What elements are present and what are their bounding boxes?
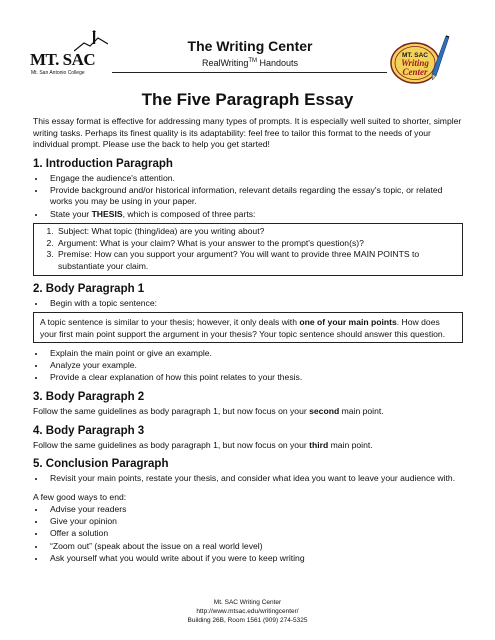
list-item: • Explain the main point or give an example. [46,348,463,360]
section-heading-body-2: 3. Body Paragraph 2 [33,390,145,403]
thesis-part: 1. Subject: What topic (thing/idea) are you writing about? [56,226,458,238]
header-subtitle: RealWriting™ Handouts [201,58,299,68]
header [150,38,350,68]
section-heading-body-1: 2. Body Paragraph 1 [33,282,145,295]
thesis-parts-list [40,226,458,272]
body-2-text: Follow the same guidelines as body paragraph 1, but now focus on your second main point. [33,405,384,416]
list-item: • Engage the audience's attention. [46,173,463,185]
intro-paragraph: This essay format is effective for addressing many types of prompts. It is especially well suited to shorter, simpler writing tasks. Perhaps its finest quality is its adaptability: feel free to tailor this format to the needs of your individual prompt. Please use the back to help you get started! [33,116,462,150]
thesis-parts-box [33,223,463,275]
main-content [33,116,463,565]
badge-line2: Writing [401,58,429,68]
list-item: • Offer a solution [46,528,463,540]
topic-sentence-box: A topic sentence is similar to your thesis; however, it only deals with one of your main points. How does your first main point support the argument in your thesis? Your topic sentence should answer this question. [33,312,463,343]
body-1-steps-list [33,348,463,384]
list-item: • “Zoom out” (speak about the issue on a real world level) [46,541,463,553]
footer-address: Building 26B, Room 1561 (909) 274-5325 [187,617,308,625]
section-heading-conclusion: 5. Conclusion Paragraph [33,458,169,471]
page-title: The Five Paragraph Essay [141,90,354,109]
header-title: The Writing Center [187,38,313,54]
badge-icon [388,30,450,92]
body-3-text: Follow the same guidelines as body paragraph 1, but now focus on your third main point. [33,439,373,450]
thesis-part: 3. Premise: How can you support your argument? You will want to provide three MAIN POINTS to substantiate your claim. [56,249,458,272]
mountain-tower-icon [74,30,108,52]
writing-center-badge [388,30,450,92]
list-item: • Provide background and/or historical information, relevant details regarding the essay's topic, or related works you may be using in your paper. [46,185,463,208]
badge-line3: Center [402,67,428,77]
badge-line1: MT. SAC [402,52,428,59]
body-1-list [33,298,463,310]
footer-url[interactable]: http://www.mtsac.edu/writingcenter/ [196,608,299,616]
introduction-list [33,173,463,220]
list-item: • Ask yourself what you would write about if you were to keep writing [46,553,463,565]
section-heading-body-3: 4. Body Paragraph 3 [33,424,145,437]
thesis-part: 2. Argument: What is your claim? What is your answer to the prompt's question(s)? [56,238,458,250]
list-item: • Analyze your example. [46,360,463,372]
list-item: • Give your opinion [46,516,463,528]
logo-name: MT. SAC [30,50,96,69]
list-item: • Advise your readers [46,504,463,516]
footer [0,598,495,626]
logo-subtitle: Mt. San Antonio College [31,70,85,76]
list-item: • State your THESIS, which is composed of three parts: [46,209,463,221]
conclusion-list [33,473,463,485]
list-item: • Revisit your main points, restate your thesis, and consider what idea you want to leave your audience with. [46,473,463,485]
section-heading-introduction: 1. Introduction Paragraph [33,157,173,170]
list-item: • Begin with a topic sentence: [46,298,463,310]
ending-ways-intro: A few good ways to end: [33,491,127,502]
header-divider [112,72,387,73]
ending-ways-list [33,504,463,564]
list-item: • Provide a clear explanation of how this point relates to your thesis. [46,372,463,384]
footer-name: Mt. SAC Writing Center [213,599,282,606]
mt-sac-logo [30,30,110,78]
